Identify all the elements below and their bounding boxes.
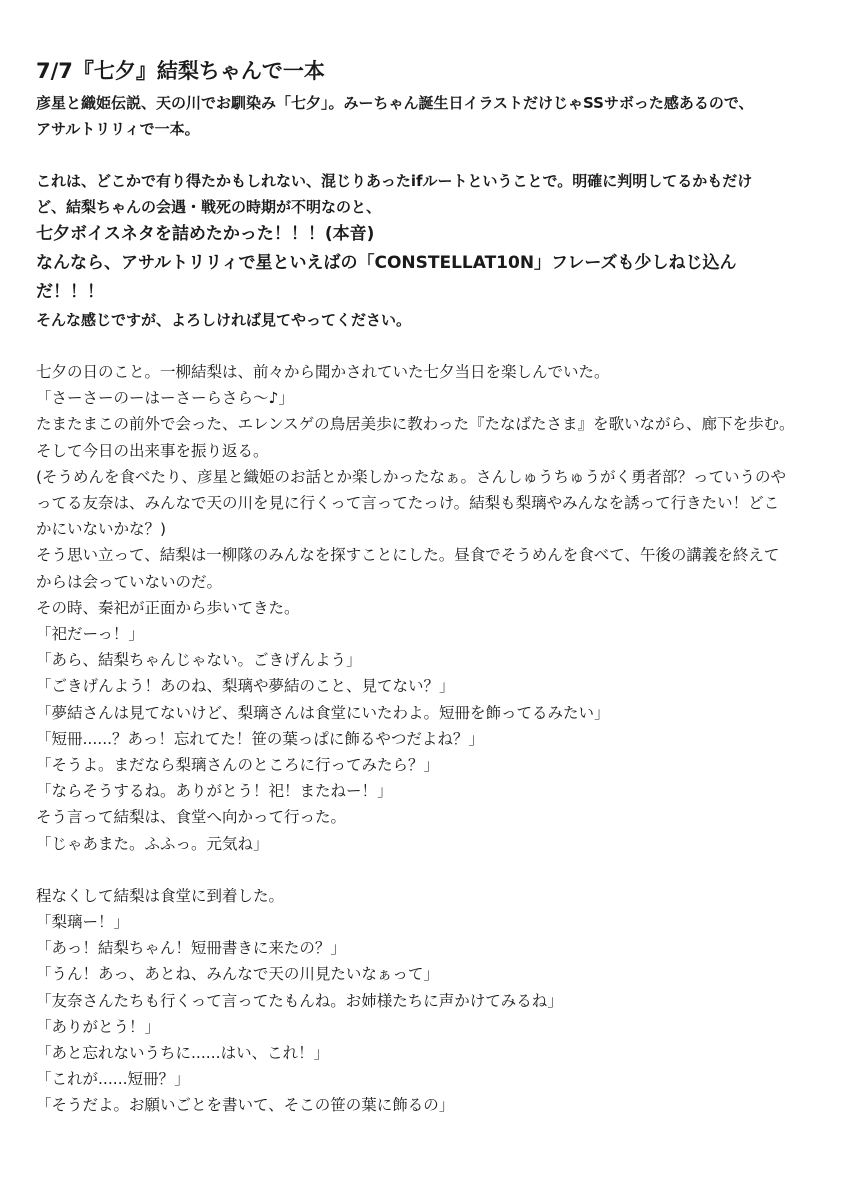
story-line: 「そうよ。まだなら梨璃さんのところに行ってみたら？」	[36, 756, 440, 775]
paragraph-gap	[36, 333, 826, 359]
intro-line: これは、どこかで有り得たかもしれない、混じりあったifルートということで。明確に判明してるかもだけ	[36, 172, 753, 190]
intro-emphasis-line: だ！！！	[36, 282, 104, 302]
intro-paragraph-1	[36, 90, 826, 142]
intro-line: ど、結梨ちゃんの会遇・戦死の時期が不明なのと、	[36, 198, 382, 216]
story-line: 「うん！あっ、あとね、みんなで天の川見たいなぁって」	[36, 965, 439, 984]
story-line: 「さーさーのーはーさーらさら〜♪」	[36, 389, 294, 408]
story-line: 「ならそうするね。ありがとう！祀！またねー！」	[36, 782, 393, 801]
story-line: 「じゃあまた。ふふっ。元気ね」	[36, 834, 269, 853]
story-line: 「友奈さんたちも行くって言ってたもんね。お姉様たちに声かけてみるね」	[36, 991, 563, 1010]
story-line: 「あっ！結梨ちゃん！短冊書きに来たの？」	[36, 939, 346, 958]
intro-paragraph-2	[36, 168, 826, 333]
story-section-2	[36, 883, 826, 1119]
story-line: 七夕の日のこと。一柳結梨は、前々から聞かされていた七夕当日を楽しんでいた。	[36, 363, 610, 381]
paragraph-gap	[36, 142, 826, 168]
story-line: 程なくして結梨は食堂に到着した。	[36, 886, 285, 905]
intro-line: そんな感じですが、よろしければ見てやってください。	[36, 311, 412, 329]
story-line: 「あと忘れないうちに......はい、これ！」	[36, 1044, 330, 1063]
story-line: 「短冊......？あっ！忘れてた！笹の葉っぱに飾るやつだよね？」	[36, 729, 484, 748]
story-line: かにいないかな？)	[36, 520, 167, 539]
story-line: そう思い立って、結梨は一柳隊のみんなを探すことにした。昼食でそうめんを食べて、午後の講義を終えて	[36, 546, 780, 565]
story-line: からは会っていないのだ。	[36, 572, 223, 591]
story-line: 「あら、結梨ちゃんじゃない。ごきげんよう」	[36, 651, 362, 670]
intro-line: 彦星と織姫伝説、天の川でお馴染み「七夕」。みーちゃん誕生日イラストだけじゃSSサボった感あるので、	[36, 94, 754, 112]
story-line: たまたまこの前外で会った、エレンスゲの鳥居美歩に教わった『たなばたさま』を歌いながら、廊下を歩む。	[36, 415, 795, 434]
story-line: 「ありがとう！」	[36, 1017, 161, 1036]
story-line: (そうめんを食べたり、彦星と織姫のお話とか楽しかったなぁ。さんしゅうちゅうがく勇者部？っていうのや	[36, 467, 787, 486]
intro-emphasis-line: 七夕ボイスネタを詰めたかった！！！(本音)	[36, 224, 375, 244]
story-line: そう言って結梨は、食堂へ向かって行った。	[36, 808, 347, 827]
intro-line: アサルトリリィで一本。	[36, 120, 200, 138]
document-title: 7/7『七夕』結梨ちゃんで一本	[36, 59, 325, 83]
story-line: 「これが......短冊？」	[36, 1070, 190, 1089]
story-line: 「梨璃ー！」	[36, 913, 130, 932]
story-line: その時、秦祀が正面から歩いてきた。	[36, 598, 300, 617]
intro-emphasis-line: なんなら、アサルトリリィで星といえばの「CONSTELLAT10N」フレーズも少しねじ込ん	[36, 253, 737, 273]
story-line: 「祀だーっ！」	[36, 625, 144, 644]
story-line: 「ごきげんよう！あのね、梨璃や夢結のこと、見てない？」	[36, 677, 455, 696]
document-page	[36, 56, 826, 1119]
story-line: そして今日の出来事を振り返る。	[36, 441, 269, 460]
story-line: 「夢結さんは見てないけど、梨璃さんは食堂にいたわよ。短冊を飾ってるみたい」	[36, 703, 610, 722]
story-line: 「そうだよ。お願いごとを書いて、そこの笹の葉に飾るの」	[36, 1096, 455, 1115]
paragraph-gap	[36, 857, 826, 883]
story-section-1	[36, 359, 826, 857]
story-line: ってる友奈は、みんなで天の川を見に行くって言ってたっけ。結梨も梨璃やみんなを誘って行きたい！どこ	[36, 494, 780, 513]
